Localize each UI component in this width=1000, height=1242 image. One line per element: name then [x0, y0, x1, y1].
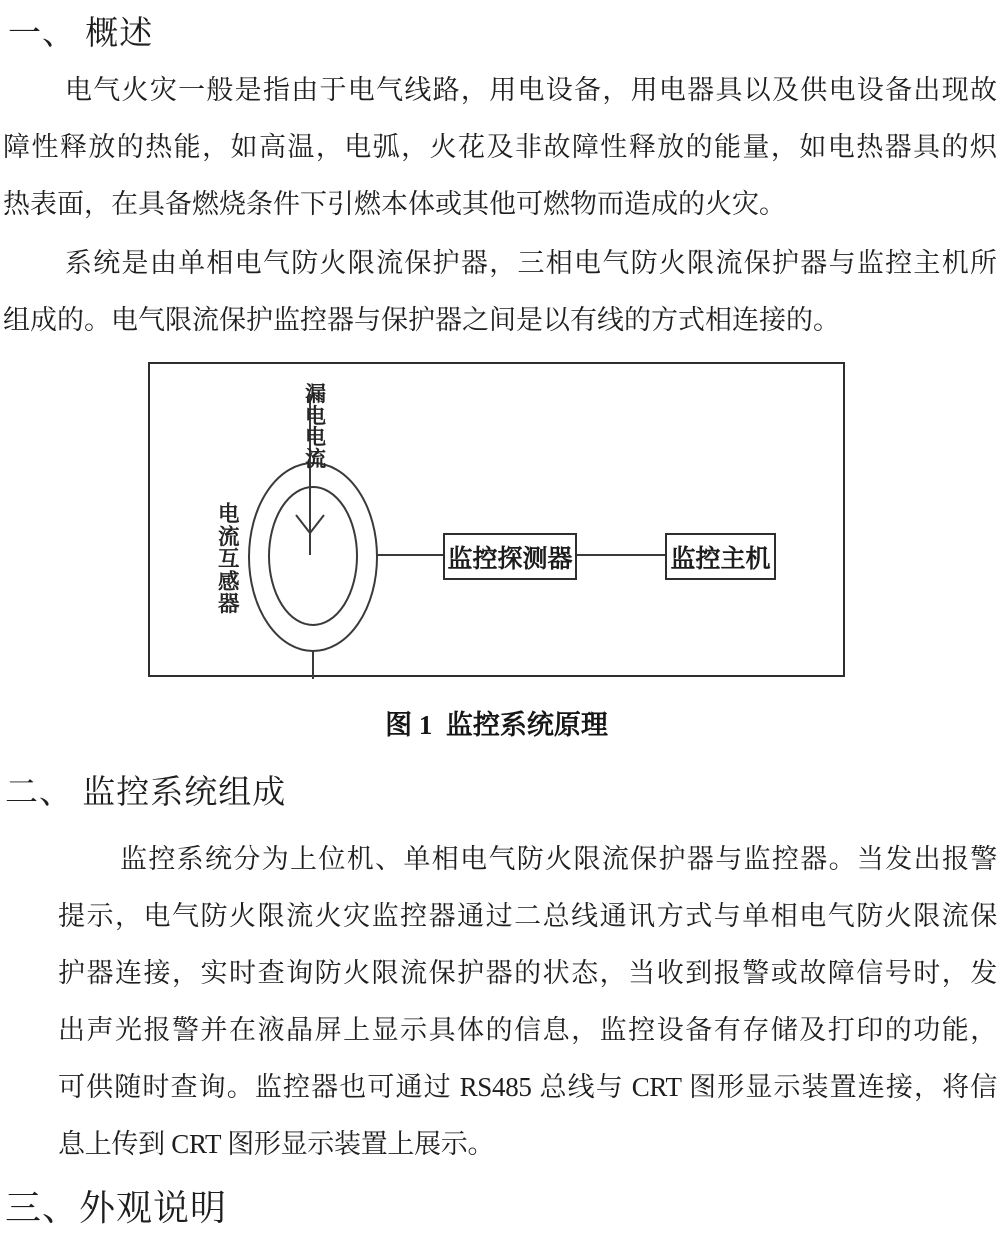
section-heading-appearance: 三、外观说明 [5, 1188, 228, 1228]
monitor-detector-box: 监控探测器 [443, 533, 577, 580]
paragraph-monitoring-system-detail [58, 831, 997, 1173]
body-line: 提示，电气防火限流火灾监控器通过二总线通讯方式与单相电气防火限流保 [58, 901, 997, 931]
leakage-current-label [305, 384, 326, 470]
body-line: 护器连接，实时查询防火限流保护器的状态，当收到报警或故障信号时，发 [58, 958, 997, 988]
body-line: 监控系统分为上位机、单相电气防火限流保护器与监控器。当发出报警 [120, 844, 997, 874]
body-line: 出声光报警并在液晶屏上显示具体的信息，监控设备有存储及打印的功能， [58, 1015, 997, 1045]
body-line: 热表面，在具备燃烧条件下引燃本体或其他可燃物而造成的火灾。 [3, 189, 786, 219]
section-heading-system-composition: 二、 监控系统组成 [5, 775, 287, 811]
current-transformer-inner-ring [269, 487, 357, 625]
diagram-canvas [150, 364, 847, 679]
label-char: 电 [305, 403, 326, 428]
label-char: 漏 [305, 382, 326, 406]
paragraph-system-composition [3, 235, 997, 349]
label-char: 电 [305, 425, 326, 449]
label-char: 感 [218, 569, 240, 594]
body-line: 障性释放的热能，如高温，电弧，火花及非故障性释放的能量，如电热器具的炽 [3, 132, 997, 162]
body-line: 组成的。电气限流保护监控器与保护器之间是以有线的方式相连接的。 [3, 305, 840, 335]
label-char: 流 [305, 446, 326, 471]
monitor-host-box: 监控主机 [665, 533, 776, 580]
label-char: 流 [218, 524, 240, 549]
body-line: 电气火灾一般是指由于电气线路，用电设备，用电器具以及供电设备出现故 [65, 75, 997, 105]
body-line: 可供随时查询。监控器也可通过 RS485 总线与 CRT 图形显示装置连接，将信 [58, 1072, 997, 1102]
section-heading-overview: 一、 概述 [8, 16, 154, 52]
figure-monitoring-system-diagram [148, 362, 845, 677]
label-char: 互 [218, 547, 240, 571]
body-line: 系统是由单相电气防火限流保护器，三相电气防火限流保护器与监控主机所 [65, 248, 997, 278]
paragraph-electrical-fire [3, 62, 997, 233]
current-transformer-label [218, 503, 240, 616]
figure-caption: 图 1 监控系统原理 [385, 710, 608, 740]
label-char: 器 [218, 592, 240, 616]
label-char: 电 [218, 502, 240, 526]
body-line: 息上传到 CRT 图形显示装置上展示。 [58, 1129, 495, 1159]
